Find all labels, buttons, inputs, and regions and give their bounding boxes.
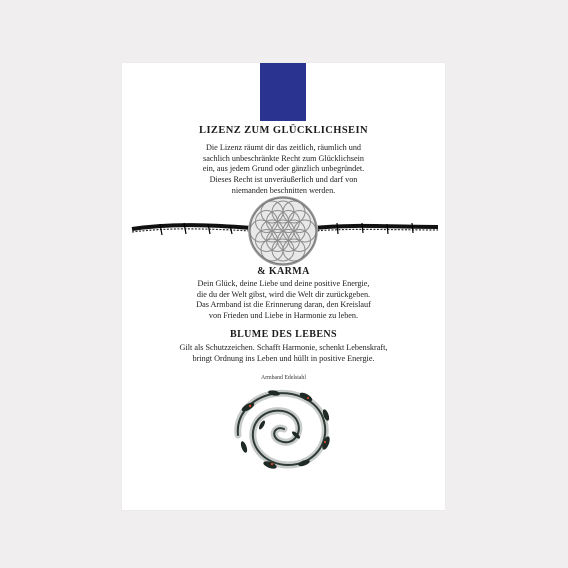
text-line: Das Armband ist die Erinnerung daran, den Kreislauf: [196, 300, 371, 310]
text-line: bringt Ordnung ins Leben und hüllt in positive Energie.: [192, 353, 375, 363]
product-card: [122, 63, 445, 510]
text-line: Gilt als Schutzzeichen. Schafft Harmonie, schenkt Lebenskraft,: [179, 343, 388, 352]
text-line: sachlich unbeschränkte Recht zum Glücklichsein: [203, 153, 364, 163]
koi-swirl-illustration: [226, 385, 342, 475]
text-line: ein, aus jedem Grund oder gänzlich unbegründet.: [202, 164, 365, 174]
bracelet-image: [122, 191, 445, 271]
heading-karma: & KARMA: [257, 266, 310, 277]
paragraph-flower-of-life: [142, 343, 425, 364]
paragraph-license: [142, 143, 425, 197]
text-line: Dein Glück, deine Liebe und deine positive Energie,: [197, 279, 370, 288]
text-line: Dieses Recht ist unveräußerlich und darf von: [209, 175, 358, 185]
product-caption: Armband Edelstahl: [261, 375, 306, 381]
blue-color-tab: [260, 63, 306, 121]
cord-right: [314, 226, 438, 228]
paragraph-karma: [142, 279, 425, 322]
heading-flower-of-life: BLUME DES LEBENS: [230, 329, 337, 340]
text-line: die du der Welt gibst, wird die Welt dir zurückgeben.: [196, 289, 371, 299]
text-line: Die Lizenz räumt dir das zeitlich, räumlich und: [205, 143, 362, 152]
text-line: niemanden beschnitten werden.: [231, 185, 336, 195]
text-line: von Frieden und Liebe in Harmonie zu leben.: [208, 311, 359, 321]
heading-license: LIZENZ ZUM GLÜCKLICHSEIN: [199, 125, 368, 136]
